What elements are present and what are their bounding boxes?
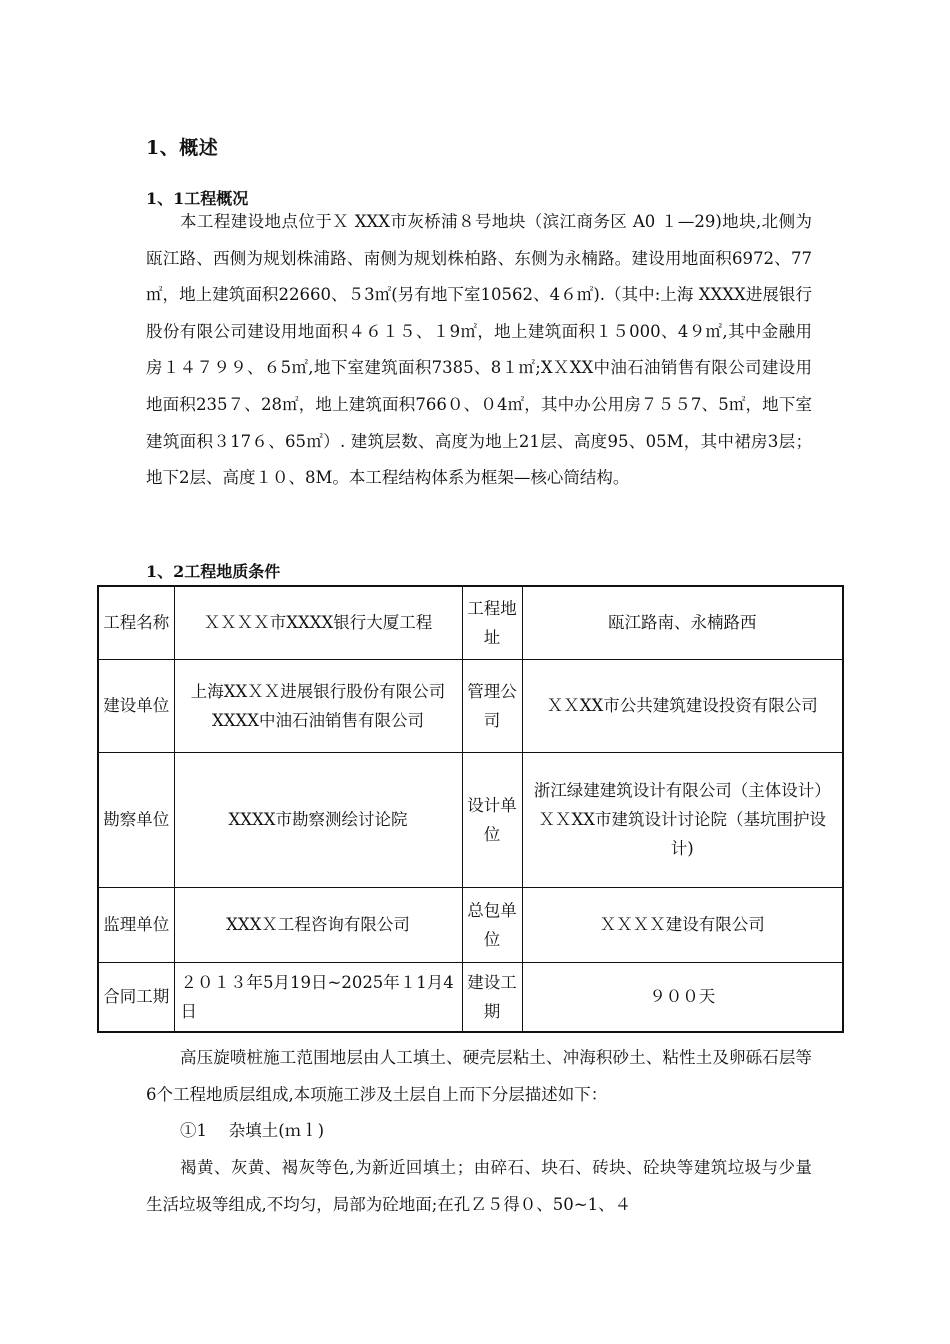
table-value-cell: ９００天 bbox=[522, 962, 843, 1032]
table-label-cell: 监理单位 bbox=[98, 887, 174, 962]
design-unit-1: 浙江绿建建筑设计有限公司（主体设计） bbox=[533, 781, 831, 800]
geology-paragraph: 高压旋喷桩施工范围地层由人工填土、硬壳层粘土、冲海积砂土、粘性土及卵砾石层等6个工程地质层组成,本项施工涉及土层自上而下分层描述如下： bbox=[146, 1048, 812, 1104]
subsection-heading-geology: 1、2工程地质条件 bbox=[146, 562, 281, 581]
soil-layer-title: ①1 杂填土(ｍｌ) bbox=[180, 1121, 325, 1140]
table-row bbox=[98, 887, 843, 962]
overview-paragraph: 本工程建设地点位于Ｘ XXX市灰桥浦８号地块（滨江商务区 A0 １—29)地块,北侧为瓯江路、西侧为规划株浦路、南侧为规划株柏路、东侧为永楠路。建设用地面积6972、77㎡，地上建筑面积22660、５3㎡(另有地下室10562、4６㎡).（其中:上海 XXXX进展银行股份有限公司建设用地面积４６１５、１9㎡，地上建筑面积１５000、4９㎡,其中金融用房１４７９９、６5㎡,地下室建筑面积7385、8１㎡;XＸXX中油石油销售有限公司建设用地面积235７、28㎡，地上建筑面积766０、０4㎡，其中办公用房７５５7、5㎡，地下室建筑面积３17６、65㎡）. 建筑层数、高度为地上21层、高度95、05M，其中裙房3层；地下2层、高度１０、8M。本工程结构体系为框架—核心筒结构。 bbox=[146, 212, 812, 488]
table-label-cell: 建设工期 bbox=[462, 962, 522, 1032]
table-label-cell: 合同工期 bbox=[98, 962, 174, 1032]
table-value-cell: XXXＸ工程咨询有限公司 bbox=[174, 887, 462, 962]
table-label-cell: 勘察单位 bbox=[98, 752, 174, 887]
construction-unit-2: XXXX中油石油销售有限公司 bbox=[212, 710, 424, 730]
table-value-cell: 瓯江路南、永楠路西 bbox=[522, 586, 843, 659]
table-row bbox=[98, 659, 843, 752]
table-row bbox=[98, 752, 843, 887]
table-row bbox=[98, 962, 843, 1032]
table-value-cell: ＸＸＸＸ建设有限公司 bbox=[522, 887, 843, 962]
table-value-cell: ＸＸXX市公共建筑建设投资有限公司 bbox=[522, 659, 843, 752]
table-label-cell: 工程地址 bbox=[462, 586, 522, 659]
section-heading: 1、概述 bbox=[146, 137, 219, 159]
table-label-cell: 总包单位 bbox=[462, 887, 522, 962]
subsection-heading-overview: 1、1工程概况 bbox=[146, 189, 249, 208]
project-info-table bbox=[97, 585, 844, 1033]
construction-unit-1: 上海XXＸＸ进展银行股份有限公司 bbox=[190, 681, 446, 701]
table-label-cell: 建设单位 bbox=[98, 659, 174, 752]
table-value-cell: ＸＸＸＸ市XXXX银行大厦工程 bbox=[174, 586, 462, 659]
table-value-cell: XXXX市勘察测绘讨论院 bbox=[174, 752, 462, 887]
table-value-cell bbox=[174, 659, 462, 752]
soil-layer-description: 褐黄、灰黄、褐灰等色,为新近回填土；由碎石、块石、砖块、砼块等建筑垃圾与少量生活垃圾等组成,不均匀，局部为砼地面;在孔Ｚ５得０、50~1、４ bbox=[146, 1158, 812, 1214]
table-value-cell bbox=[522, 752, 843, 887]
table-label-cell: 设计单位 bbox=[462, 752, 522, 887]
table-label-cell: 管理公司 bbox=[462, 659, 522, 752]
table-label-cell: 工程名称 bbox=[98, 586, 174, 659]
design-unit-2: ＸＸXX市建筑设计讨论院（基坑围护设计) bbox=[538, 810, 826, 858]
table-value-cell: ２０１３年5月19日~2025年１1月4日 bbox=[174, 962, 462, 1032]
table-row bbox=[98, 586, 843, 659]
